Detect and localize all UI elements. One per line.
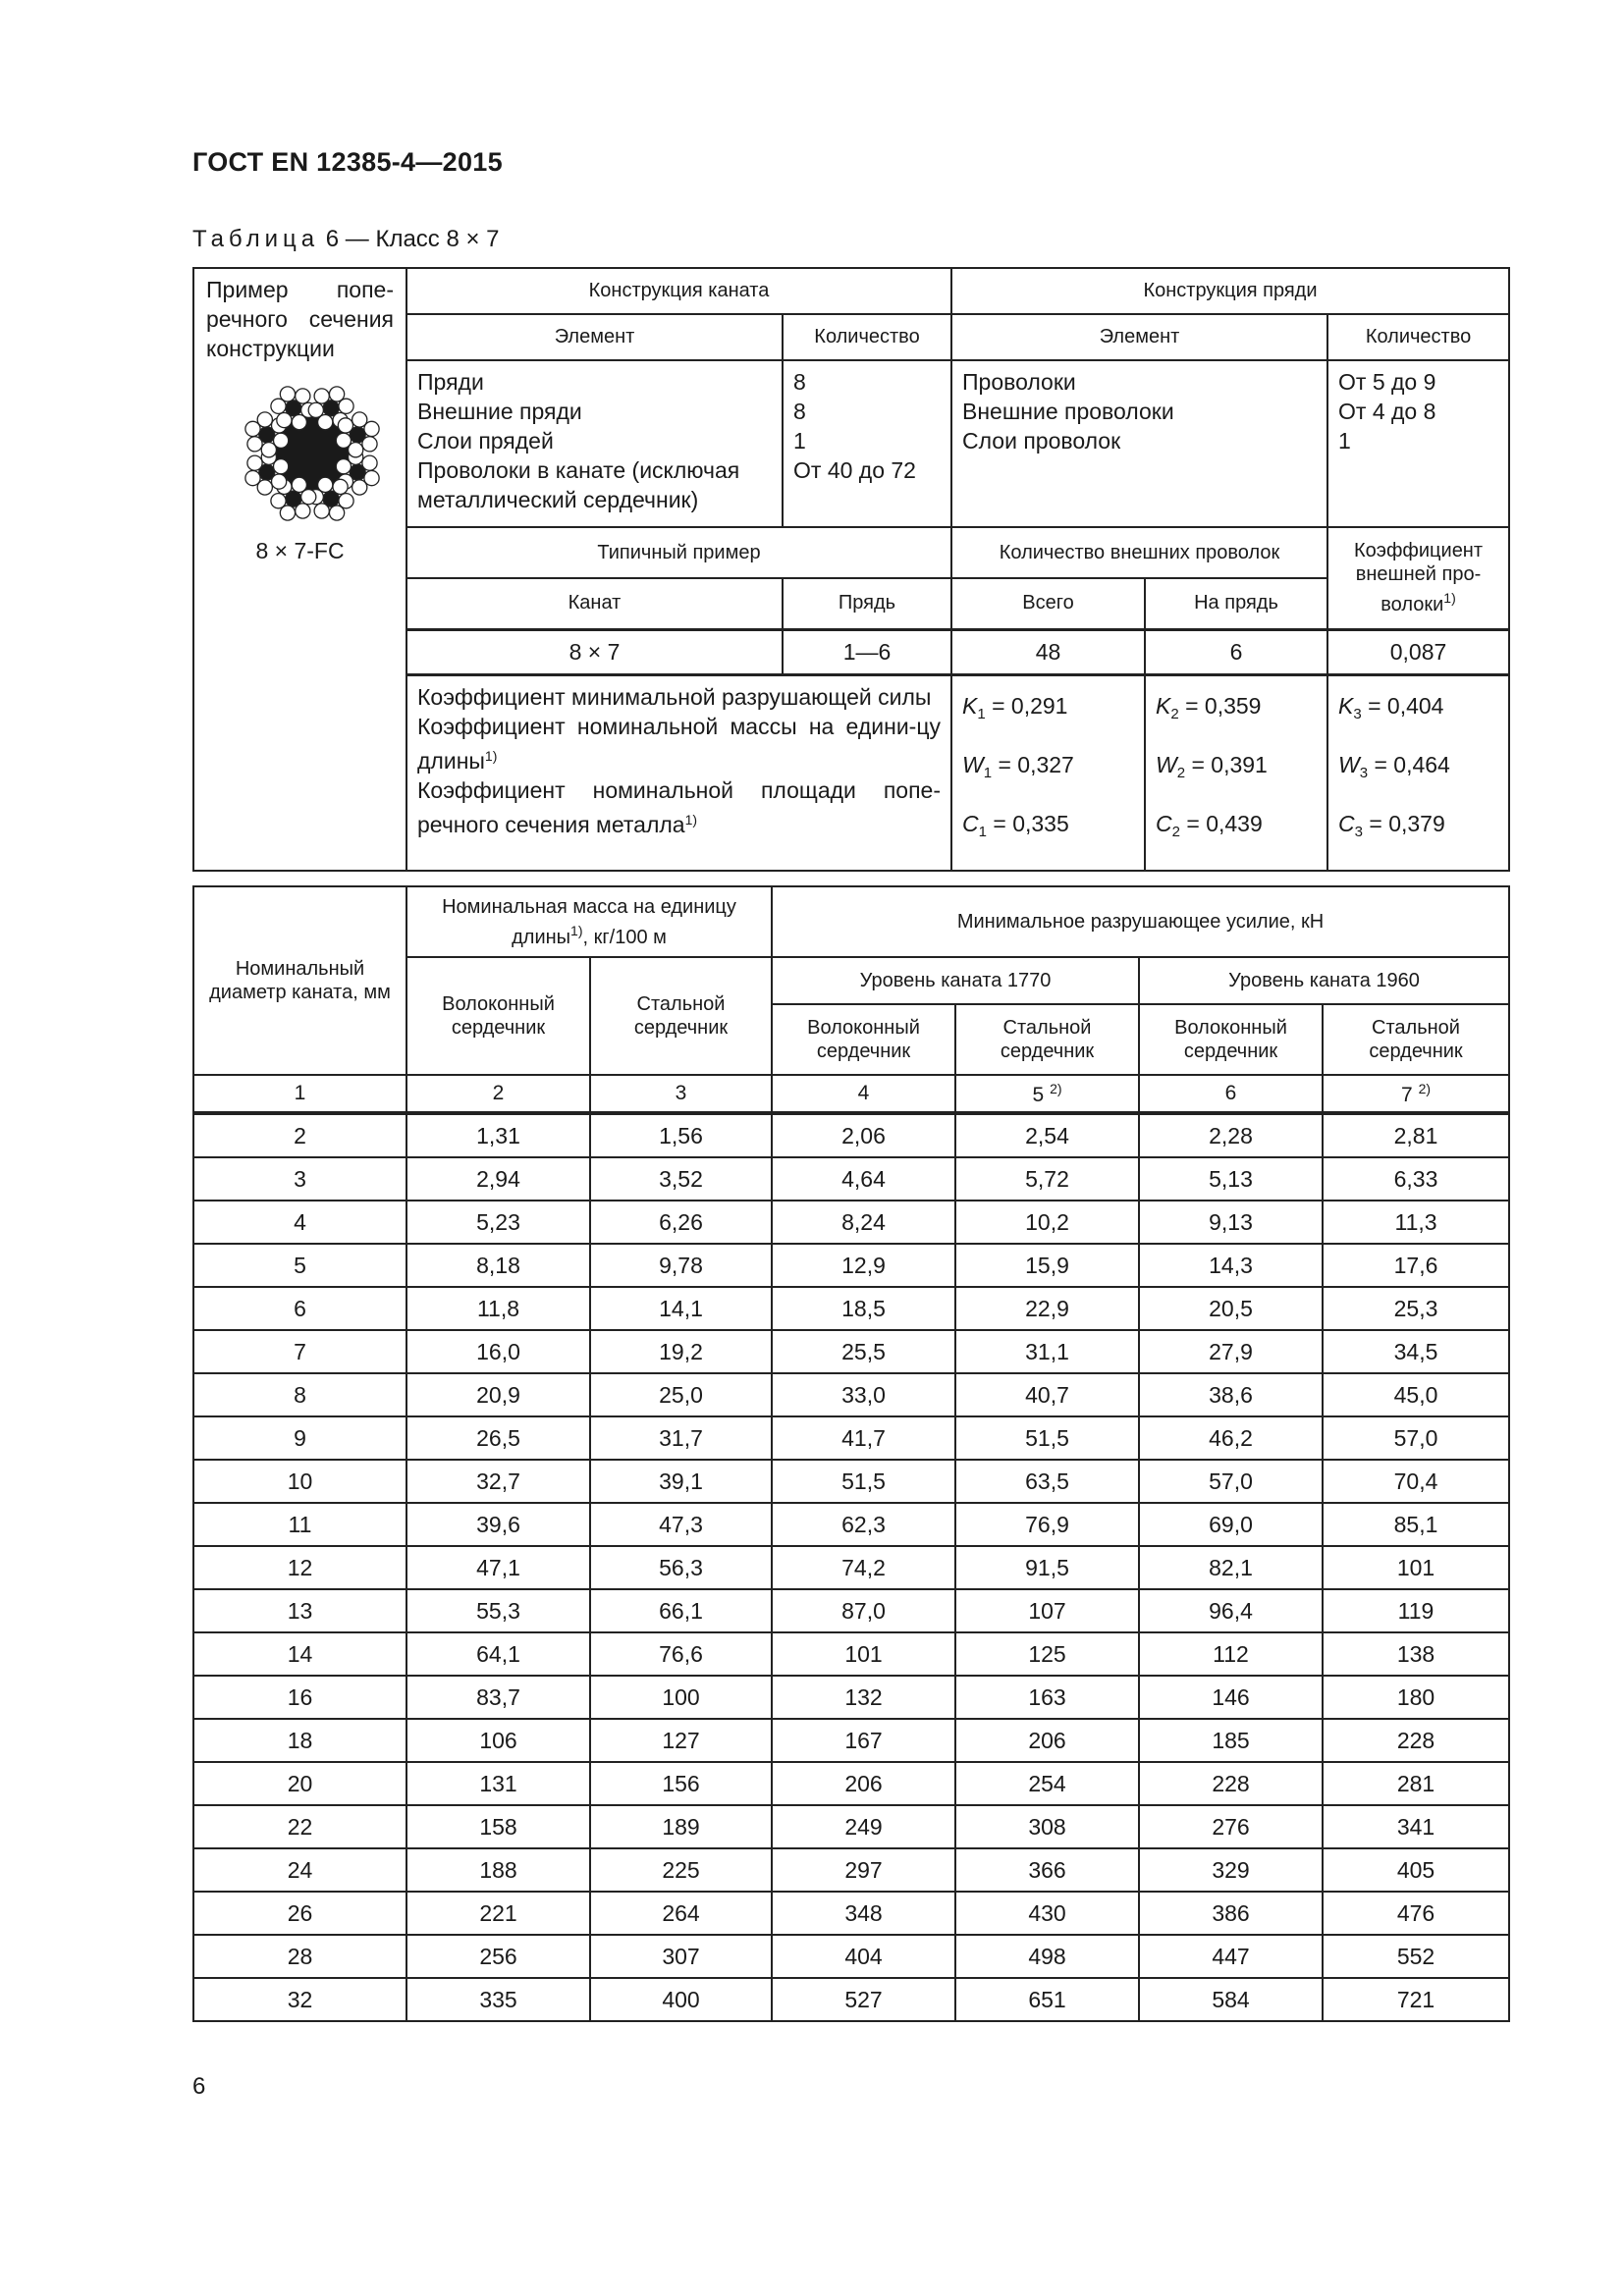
value-cell: 405 <box>1323 1848 1509 1892</box>
diameter-cell: 10 <box>193 1460 406 1503</box>
value-cell: 4,64 <box>772 1157 955 1201</box>
example-label: Пример попе-речного сечения конструкции <box>206 277 394 361</box>
value-cell: 12,9 <box>772 1244 955 1287</box>
outer-wires-count-header: Количество внешних проволок <box>951 527 1327 578</box>
value-cell: 552 <box>1323 1935 1509 1978</box>
value-cell: 25,5 <box>772 1330 955 1373</box>
coef-w3: $W_3 = 0,464$ <box>1338 751 1450 781</box>
value-cell: 651 <box>955 1978 1139 2021</box>
outer-wire-shape <box>301 490 316 505</box>
value-cell: 249 <box>772 1805 955 1848</box>
value-cell: 112 <box>1139 1632 1323 1676</box>
value-cell: 9,13 <box>1139 1201 1323 1244</box>
value-cell: 40,7 <box>955 1373 1139 1416</box>
value-cell: 17,6 <box>1323 1244 1509 1287</box>
value-cell: 156 <box>590 1762 772 1805</box>
value-cell: 1,56 <box>590 1113 772 1157</box>
value-cell: 276 <box>1139 1805 1323 1848</box>
value-cell: 256 <box>406 1935 590 1978</box>
value-cell: 55,3 <box>406 1589 590 1632</box>
value-cell: 206 <box>955 1719 1139 1762</box>
value-cell: 18,5 <box>772 1287 955 1330</box>
rope-subheader: Канат <box>406 578 783 629</box>
table-row <box>193 1244 1509 1287</box>
footnote-mark: 1) <box>684 811 698 828</box>
coef-column-3 <box>1327 674 1509 871</box>
value-cell: 127 <box>590 1719 772 1762</box>
outer-wire-shape <box>277 413 292 428</box>
coef-c3: $C_3 = 0,379$ <box>1338 810 1445 840</box>
diameter-cell: 18 <box>193 1719 406 1762</box>
value-cell: 34,5 <box>1323 1330 1509 1373</box>
value-cell: 62,3 <box>772 1503 955 1546</box>
table-caption-prefix: Таблица <box>192 226 320 252</box>
outer-wire-shape <box>257 412 272 427</box>
column-number: 2 <box>492 1082 505 1104</box>
value-cell: 39,1 <box>590 1460 772 1503</box>
document-title: ГОСТ EN 12385-4—2015 <box>192 147 503 177</box>
value-cell: 119 <box>1323 1589 1509 1632</box>
value-cell: 8,24 <box>772 1201 955 1244</box>
value-cell: 189 <box>590 1805 772 1848</box>
value-cell: 146 <box>1139 1676 1323 1719</box>
value-cell: 96,4 <box>1139 1589 1323 1632</box>
diameter-cell: 9 <box>193 1416 406 1460</box>
diameter-cell: 12 <box>193 1546 406 1589</box>
value-cell: 107 <box>955 1589 1139 1632</box>
value-cell: 19,2 <box>590 1330 772 1373</box>
table-row <box>193 1157 1509 1201</box>
value-cell: 2,94 <box>406 1157 590 1201</box>
value-cell: 51,5 <box>772 1460 955 1503</box>
coef-break-label: Коэффициент минимальной разрушающей силы <box>417 683 932 710</box>
strand-quantities-cell <box>1327 360 1509 527</box>
rope-element: Проволоки в канате (исключая металлический сердечник) <box>417 457 740 512</box>
total-value: 48 <box>951 629 1145 674</box>
rope-quantity-header: Количество <box>783 314 951 360</box>
outer-wire-shape <box>352 412 367 427</box>
value-cell: 9,78 <box>590 1244 772 1287</box>
outer-wire-factor-header <box>1327 527 1509 629</box>
mass-header <box>406 886 772 957</box>
value-cell: 447 <box>1139 1935 1323 1978</box>
value-cell: 6,26 <box>590 1201 772 1244</box>
table-row <box>193 1719 1509 1762</box>
breaking-force-table <box>192 885 1510 2022</box>
value-cell: 386 <box>1139 1892 1323 1935</box>
outer-wire-shape <box>261 443 276 457</box>
value-cell: 82,1 <box>1139 1546 1323 1589</box>
value-cell: 5,72 <box>955 1157 1139 1201</box>
table-row <box>193 1287 1509 1330</box>
value-cell: 221 <box>406 1892 590 1935</box>
value-cell: 308 <box>955 1805 1139 1848</box>
value-cell: 20,5 <box>1139 1287 1323 1330</box>
value-cell: 5,23 <box>406 1201 590 1244</box>
force-1770-steel-core-header: Стальной сердечник <box>955 1004 1139 1075</box>
strand-quantity-header: Количество <box>1327 314 1509 360</box>
table-caption-text: 6 — Класс 8 × 7 <box>319 226 500 252</box>
column-numbers-row <box>193 1075 1509 1113</box>
coef-c2: $C_2 = 0,439$ <box>1156 810 1263 840</box>
value-cell: 57,0 <box>1323 1416 1509 1460</box>
table-row <box>193 1632 1509 1676</box>
force-1960-steel-core-header: Стальной сердечник <box>1323 1004 1509 1075</box>
value-cell: 5,13 <box>1139 1157 1323 1201</box>
value-cell: 498 <box>955 1935 1139 1978</box>
value-cell: 8,18 <box>406 1244 590 1287</box>
outer-wire-shape <box>314 389 329 403</box>
diameter-cell: 11 <box>193 1503 406 1546</box>
column-number-cell <box>955 1075 1139 1113</box>
value-cell: 131 <box>406 1762 590 1805</box>
strand-element: Слои проволок <box>962 428 1121 454</box>
value-cell: 87,0 <box>772 1589 955 1632</box>
diameter-cell: 28 <box>193 1935 406 1978</box>
rope-quantity: 1 <box>793 428 806 454</box>
force-1960-fiber-core-header: Волоконный сердечник <box>1139 1004 1323 1075</box>
diameter-cell: 14 <box>193 1632 406 1676</box>
grade-1960-header: Уровень каната 1960 <box>1139 957 1509 1004</box>
grade-1770-header: Уровень каната 1770 <box>772 957 1139 1004</box>
table-row <box>193 1978 1509 2021</box>
rope-element: Пряди <box>417 369 484 395</box>
diameter-cell: 8 <box>193 1373 406 1416</box>
diameter-cell: 3 <box>193 1157 406 1201</box>
value-cell: 404 <box>772 1935 955 1978</box>
coef-column-2 <box>1145 674 1327 871</box>
mass-header-text: Номинальная масса на единицу длины <box>442 895 736 948</box>
value-cell: 51,5 <box>955 1416 1139 1460</box>
outer-wire-shape <box>338 418 352 433</box>
column-number-cell <box>590 1075 772 1113</box>
table-row <box>193 1589 1509 1632</box>
value-cell: 16,0 <box>406 1330 590 1373</box>
outer-wire-shape <box>271 494 286 508</box>
value-cell: 158 <box>406 1805 590 1848</box>
value-cell: 83,7 <box>406 1676 590 1719</box>
outer-wire-shape <box>257 480 272 495</box>
table-caption <box>192 226 500 253</box>
rope-value: 8 × 7 <box>406 629 783 674</box>
table-row <box>193 1330 1509 1373</box>
value-cell: 206 <box>772 1762 955 1805</box>
figure-label: 8 × 7-FC <box>255 538 345 563</box>
strand-elements-cell <box>951 360 1327 527</box>
value-cell: 297 <box>772 1848 955 1892</box>
outer-wire-shape <box>308 402 323 417</box>
value-cell: 10,2 <box>955 1201 1139 1244</box>
mass-steel-core-header: Стальной сердечник <box>590 957 772 1075</box>
table-row <box>193 1373 1509 1416</box>
table-row <box>193 1762 1509 1805</box>
table-row <box>193 1416 1509 1460</box>
strand-element: Проволоки <box>962 369 1076 395</box>
table-row <box>193 1805 1509 1848</box>
strand-quantity: 1 <box>1338 428 1351 454</box>
diameter-cell: 2 <box>193 1113 406 1157</box>
strand-element-header: Элемент <box>951 314 1327 360</box>
outer-wire-shape <box>339 399 353 413</box>
value-cell: 3,52 <box>590 1157 772 1201</box>
coef-k3: $K_3 = 0,404$ <box>1338 692 1444 722</box>
value-cell: 33,0 <box>772 1373 955 1416</box>
value-cell: 225 <box>590 1848 772 1892</box>
value-cell: 31,7 <box>590 1416 772 1460</box>
value-cell: 163 <box>955 1676 1139 1719</box>
value-cell: 41,7 <box>772 1416 955 1460</box>
outer-wire-shape <box>314 504 329 518</box>
column-number-cell <box>406 1075 590 1113</box>
rope-cross-section-image <box>234 375 391 532</box>
table-row <box>193 1201 1509 1244</box>
value-cell: 1,31 <box>406 1113 590 1157</box>
value-cell: 132 <box>772 1676 955 1719</box>
value-cell: 400 <box>590 1978 772 2021</box>
strand-construction-header: Конструкция пряди <box>951 268 1509 314</box>
value-cell: 11,3 <box>1323 1201 1509 1244</box>
diameter-cell: 13 <box>193 1589 406 1632</box>
total-subheader: Всего <box>951 578 1145 629</box>
rope-quantity: 8 <box>793 369 806 395</box>
diameter-cell: 7 <box>193 1330 406 1373</box>
table-row <box>193 1113 1509 1157</box>
diameter-cell: 22 <box>193 1805 406 1848</box>
value-cell: 26,5 <box>406 1416 590 1460</box>
column-footnote-mark: 2) <box>1418 1080 1432 1096</box>
per-strand-value: 6 <box>1145 629 1327 674</box>
column-number: 3 <box>675 1082 687 1104</box>
column-footnote-mark: 2) <box>1050 1080 1062 1096</box>
table-row <box>193 1676 1509 1719</box>
value-cell: 2,54 <box>955 1113 1139 1157</box>
outer-wire-shape <box>362 437 377 452</box>
diameter-header: Номинальный диаметр каната, мм <box>193 886 406 1075</box>
coef-column-1 <box>951 674 1145 871</box>
coefficients-description <box>406 674 951 871</box>
value-cell: 57,0 <box>1139 1460 1323 1503</box>
value-cell: 125 <box>955 1632 1139 1676</box>
outer-wire-shape <box>247 455 262 470</box>
mass-fiber-core-header: Волоконный сердечник <box>406 957 590 1075</box>
value-cell: 15,9 <box>955 1244 1139 1287</box>
rope-quantity: От 40 до 72 <box>793 457 916 483</box>
value-cell: 20,9 <box>406 1373 590 1416</box>
value-cell: 167 <box>772 1719 955 1762</box>
coef-w1: $W_1 = 0,327$ <box>962 751 1074 781</box>
value-cell: 22,9 <box>955 1287 1139 1330</box>
outer-wire-shape <box>274 459 289 474</box>
value-cell: 6,33 <box>1323 1157 1509 1201</box>
example-cell <box>193 268 406 871</box>
force-1770-fiber-core-header: Волоконный сердечник <box>772 1004 955 1075</box>
strand-value: 1—6 <box>783 629 951 674</box>
footnote-mark: 1) <box>484 747 498 764</box>
column-number-cell <box>1323 1075 1509 1113</box>
value-cell: 430 <box>955 1892 1139 1935</box>
value-cell: 76,6 <box>590 1632 772 1676</box>
diameter-cell: 5 <box>193 1244 406 1287</box>
value-cell: 228 <box>1323 1719 1509 1762</box>
value-cell: 85,1 <box>1323 1503 1509 1546</box>
value-cell: 721 <box>1323 1978 1509 2021</box>
outer-wire-shape <box>336 433 351 448</box>
per-strand-subheader: На прядь <box>1145 578 1327 629</box>
value-cell: 188 <box>406 1848 590 1892</box>
coef-area-text: Коэффициент номинальной площади попе-речного сечения металла <box>417 776 941 837</box>
rope-quantities-cell <box>783 360 951 527</box>
value-cell: 14,1 <box>590 1287 772 1330</box>
value-cell: 341 <box>1323 1805 1509 1848</box>
column-number-cell <box>1139 1075 1323 1113</box>
value-cell: 66,1 <box>590 1589 772 1632</box>
strand-element: Внешние проволоки <box>962 399 1174 424</box>
value-cell: 180 <box>1323 1676 1509 1719</box>
factor-value: 0,087 <box>1327 629 1509 674</box>
value-cell: 329 <box>1139 1848 1323 1892</box>
coef-c1: $C_1 = 0,335$ <box>962 810 1069 840</box>
coef-area-label <box>417 775 941 839</box>
value-cell: 74,2 <box>772 1546 955 1589</box>
value-cell: 264 <box>590 1892 772 1935</box>
diameter-cell: 6 <box>193 1287 406 1330</box>
value-cell: 335 <box>406 1978 590 2021</box>
value-cell: 27,9 <box>1139 1330 1323 1373</box>
strand-quantity: От 4 до 8 <box>1338 399 1436 424</box>
value-cell: 25,0 <box>590 1373 772 1416</box>
value-cell: 39,6 <box>406 1503 590 1546</box>
outer-wire-shape <box>296 504 310 518</box>
table-row <box>193 1460 1509 1503</box>
value-cell: 101 <box>772 1632 955 1676</box>
value-cell: 56,3 <box>590 1546 772 1589</box>
value-cell: 91,5 <box>955 1546 1139 1589</box>
rope-construction-header: Конструкция каната <box>406 268 951 314</box>
value-cell: 45,0 <box>1323 1373 1509 1416</box>
value-cell: 281 <box>1323 1762 1509 1805</box>
force-header: Минимальное разрушающее усилие, кН <box>772 886 1509 957</box>
value-cell: 31,1 <box>955 1330 1139 1373</box>
diameter-cell: 20 <box>193 1762 406 1805</box>
typical-example-header: Типичный пример <box>406 527 951 578</box>
value-cell: 101 <box>1323 1546 1509 1589</box>
value-cell: 47,3 <box>590 1503 772 1546</box>
coef-w2: $W_2 = 0,391$ <box>1156 751 1268 781</box>
outer-wire-factor-label: Коэффициент внешней про-волоки <box>1354 540 1484 616</box>
value-cell: 254 <box>955 1762 1139 1805</box>
value-cell: 63,5 <box>955 1460 1139 1503</box>
rope-elements-cell <box>406 360 783 527</box>
strand-quantity: От 5 до 9 <box>1338 369 1436 395</box>
construction-table <box>192 267 1510 872</box>
diameter-cell: 26 <box>193 1892 406 1935</box>
table-row <box>193 1546 1509 1589</box>
outer-wire-shape <box>333 479 348 494</box>
diameter-cell: 32 <box>193 1978 406 2021</box>
value-cell: 32,7 <box>406 1460 590 1503</box>
value-cell: 2,28 <box>1139 1113 1323 1157</box>
table-row <box>193 1503 1509 1546</box>
table-row <box>193 1892 1509 1935</box>
value-cell: 228 <box>1139 1762 1323 1805</box>
value-cell: 100 <box>590 1676 772 1719</box>
value-cell: 2,81 <box>1323 1113 1509 1157</box>
value-cell: 366 <box>955 1848 1139 1892</box>
outer-wire-shape <box>272 474 287 489</box>
value-cell: 47,1 <box>406 1546 590 1589</box>
value-cell: 25,3 <box>1323 1287 1509 1330</box>
outer-wire-shape <box>352 480 367 495</box>
outer-wire-shape <box>362 455 377 470</box>
mass-header-unit: , кг/100 м <box>582 926 667 948</box>
table-row <box>193 1935 1509 1978</box>
value-cell: 476 <box>1323 1892 1509 1935</box>
outer-wire-shape <box>339 494 353 508</box>
footnote-mark: 1) <box>570 922 583 938</box>
value-cell: 2,06 <box>772 1113 955 1157</box>
value-cell: 527 <box>772 1978 955 2021</box>
outer-wire-shape <box>247 437 262 452</box>
rope-element: Слои прядей <box>417 428 554 454</box>
coef-mass-text: Коэффициент номинальной массы на едини-цу длины <box>417 713 941 774</box>
diameter-cell: 16 <box>193 1676 406 1719</box>
column-number-cell <box>772 1075 955 1113</box>
value-cell: 138 <box>1323 1632 1509 1676</box>
value-cell: 76,9 <box>955 1503 1139 1546</box>
diameter-cell: 24 <box>193 1848 406 1892</box>
column-number: 7 <box>1400 1083 1413 1106</box>
table-row <box>193 1848 1509 1892</box>
outer-wire-shape <box>296 389 310 403</box>
coef-k1: $K_1 = 0,291$ <box>962 692 1068 722</box>
coef-k2: $K_2 = 0,359$ <box>1156 692 1262 722</box>
value-cell: 38,6 <box>1139 1373 1323 1416</box>
footnote-mark: 1) <box>1443 590 1456 607</box>
value-cell: 185 <box>1139 1719 1323 1762</box>
column-number: 1 <box>294 1082 306 1104</box>
page-number: 6 <box>192 2073 206 2100</box>
outer-wire-shape <box>318 477 333 492</box>
diameter-cell: 4 <box>193 1201 406 1244</box>
value-cell: 11,8 <box>406 1287 590 1330</box>
value-cell: 348 <box>772 1892 955 1935</box>
outer-wire-shape <box>271 399 286 413</box>
column-number: 6 <box>1224 1082 1237 1104</box>
column-number: 5 <box>1032 1083 1045 1106</box>
coef-mass-label <box>417 712 941 775</box>
rope-element-header: Элемент <box>406 314 783 360</box>
rope-element: Внешние пряди <box>417 399 582 424</box>
column-number: 4 <box>857 1082 870 1104</box>
value-cell: 69,0 <box>1139 1503 1323 1546</box>
value-cell: 64,1 <box>406 1632 590 1676</box>
value-cell: 70,4 <box>1323 1460 1509 1503</box>
value-cell: 14,3 <box>1139 1244 1323 1287</box>
value-cell: 307 <box>590 1935 772 1978</box>
rope-quantity: 8 <box>793 399 806 424</box>
value-cell: 584 <box>1139 1978 1323 2021</box>
value-cell: 106 <box>406 1719 590 1762</box>
outer-wire-shape <box>292 415 306 430</box>
strand-subheader: Прядь <box>783 578 951 629</box>
value-cell: 46,2 <box>1139 1416 1323 1460</box>
column-number-cell <box>193 1075 406 1113</box>
